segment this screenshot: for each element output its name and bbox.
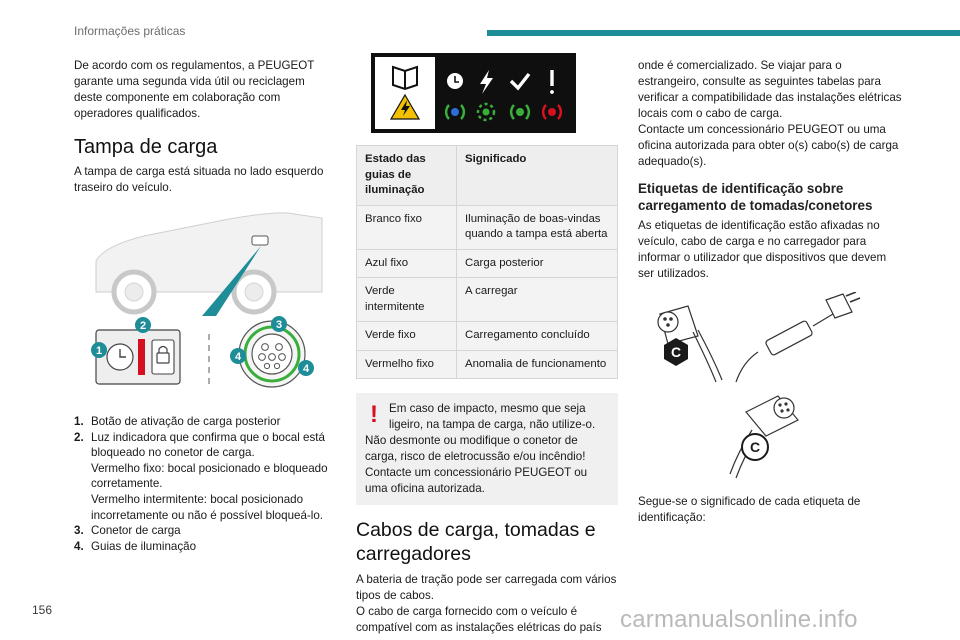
table-row: [357, 322, 618, 351]
charging-cables-drawing: [638, 292, 904, 492]
header-accent-bar: [487, 30, 960, 36]
callout-2: 2: [139, 320, 147, 332]
table-cell: Vermelho fixo: [357, 350, 457, 379]
column-left: [74, 58, 336, 554]
callout-4a: 4: [234, 351, 242, 363]
continuation-paragraph-2: Contacte um concessionário PEUGEOT ou uma oficina autorizada para obter o(s) cabo(s) de carga adequado(s).: [638, 123, 899, 168]
table-header-status: Estado das guias de iluminação: [357, 146, 457, 206]
table-cell: Carga posterior: [457, 249, 618, 278]
callout-4b: 4: [302, 363, 310, 375]
charging-cable-labels-illustration: [638, 292, 904, 492]
table-cell: A carregar: [457, 278, 618, 322]
car-rear-diagram: [74, 206, 336, 406]
table-header-row: [357, 146, 618, 206]
section-text-charge-flap: A tampa de carga está situada no lado esquerdo traseiro do veículo.: [74, 165, 324, 194]
column-middle: [356, 58, 618, 636]
table-cell: Azul fixo: [357, 249, 457, 278]
legend-item-3: 3. Conetor de carga: [74, 524, 181, 538]
section-title-charge-flap: Tampa de carga: [74, 136, 218, 158]
watermark: carmanualsonline.info: [620, 606, 858, 633]
table-cell: Verde intermitente: [357, 278, 457, 322]
warning-exclamation-icon: !: [370, 401, 378, 428]
illustration-legend: [74, 414, 336, 554]
table-row: [357, 278, 618, 322]
table-row: [357, 205, 618, 249]
legend-item-4: 4. Guias de iluminação: [74, 539, 197, 553]
column-right: [638, 58, 904, 526]
legend-item-2: 2. Luz indicadora que confirma que o bocal está bloqueado no conetor de carga. Vermelho fixo: bocal posicionado e bloqueado corretamente. Vermelho intermitente: bocal posicionado incorretamente ou não é possível bloqueá-lo.: [74, 430, 328, 522]
light-guide-status-table: [356, 145, 618, 379]
household-plug-icon: [736, 292, 860, 382]
label-letter-1: C: [670, 344, 682, 360]
circle-label-c-icon: [742, 434, 768, 460]
callout-3: 3: [275, 319, 283, 331]
section-title-cables: Cabos de carga, tomadas e carregadores: [356, 519, 596, 565]
label-letter-2: C: [749, 439, 761, 455]
table-cell: Carregamento concluído: [457, 322, 618, 351]
warning-box: [356, 393, 618, 505]
legend-item-1: 1. Botão de ativação de carga posterior: [74, 415, 281, 428]
table-row: [357, 249, 618, 278]
callout-1: 1: [95, 345, 103, 357]
closing-paragraph: Segue-se o significado de cada etiqueta de identificação:: [638, 495, 861, 524]
page-number: 156: [32, 603, 53, 617]
table-cell: Anomalia de funcionamento: [457, 350, 618, 379]
cables-line-1: A bateria de tração pode ser carregada com vários tipos de cabos.: [356, 573, 617, 602]
continuation-paragraph-1: onde é comercializado. Se viajar para o estrangeiro, consulte as seguintes tabelas para verificar a compatibilidade das instalações elétricas locais com o cabo de carga.: [638, 59, 902, 120]
warning-line-1: Em caso de impacto, mesmo que seja ligeiro, na tampa de carga, não utilize-o.: [389, 402, 596, 431]
subsection-title-labels: Etiquetas de identificação sobre carregamento de tomadas/conetores: [638, 181, 873, 213]
light-guide-status-icons: [356, 53, 618, 138]
table-cell: Iluminação de boas-vindas quando a tampa está aberta: [457, 205, 618, 249]
lock-indicator-light: [138, 339, 145, 375]
charge-flap-illustration: [74, 206, 336, 406]
table-header-meaning: Significado: [457, 146, 618, 206]
warning-line-2: Não desmonte ou modifique o conetor de carga, risco de eletrocussão e/ou incêndio!: [365, 434, 586, 463]
page-header-title: Informações práticas: [74, 24, 186, 38]
subsection-text-labels: As etiquetas de identificação estão afixadas no veículo, cabo de carga e no carregador para informar o utilizador que dispositivos que devem ser utilizados.: [638, 219, 887, 280]
cables-line-2: O cabo de carga fornecido com o veículo é compatível com as instalações elétricas do país: [356, 605, 602, 634]
table-cell: Verde fixo: [357, 322, 457, 351]
warning-line-3: Contacte um concessionário PEUGEOT ou uma oficina autorizada.: [365, 466, 588, 495]
table-cell: Branco fixo: [357, 205, 457, 249]
intro-paragraph: De acordo com os regulamentos, a PEUGEOT garante uma segunda vida útil ou reciclagem deste componente em colaboração com operadores qualificados.: [74, 59, 315, 120]
table-row: [357, 350, 618, 379]
